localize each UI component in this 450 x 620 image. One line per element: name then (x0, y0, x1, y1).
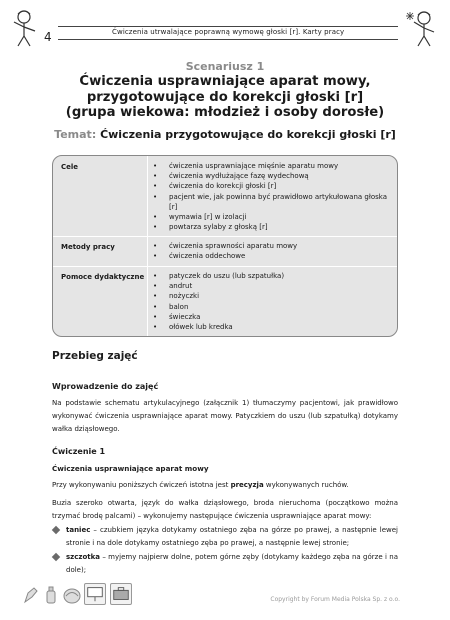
list-item: • nożyczki (153, 291, 389, 301)
lesson-info-table (52, 155, 398, 337)
subject-value: Ćwiczenia przygotowujące do korekcji głoski [r] (100, 128, 396, 141)
title-line: (grupa wiekowa: młodzież i osoby dorosłe) (65, 105, 385, 120)
list-item: • ćwiczenia oddechowe (153, 251, 389, 261)
emphasis: precyzja (230, 481, 264, 489)
page-number: 4 (44, 30, 52, 44)
child-drawing-icon (8, 8, 40, 48)
column-divider (147, 156, 148, 337)
title-line: przygotowujące do korekcji głoski [r] (86, 89, 364, 105)
shell-icon (62, 585, 82, 605)
page-header (0, 0, 450, 56)
pencil-icon (22, 585, 40, 605)
paragraph: Buzia szeroko otwarta, język do wałka dziąsłowego, broda nieruchoma (początkowo można trzymać brodę palcami) – wykonujemy następujące ćwiczenia usprawniające aparat mowy: (52, 499, 398, 520)
paragraph (52, 479, 398, 492)
subsection-heading: Wprowadzenie do zajęć (52, 382, 159, 391)
exercise-description: – czubkiem języka dotykamy ostatniego zęba na górze po prawej, a następnie lewej stronie i na dole dotykamy ostatniego zęba po prawej, a następnie lewej stronie; (66, 526, 398, 547)
footer-icons (22, 583, 132, 607)
list-item: • ćwiczenia sprawności aparatu mowy (153, 241, 389, 251)
methods-label: Metody pracy (61, 243, 115, 251)
aids-label: Pomoce dydaktyczne (61, 273, 145, 281)
page-title (40, 74, 410, 121)
goals-list (153, 161, 389, 232)
scenario-label: Scenariusz 1 (185, 60, 265, 73)
exercise-bullet (52, 524, 398, 550)
list-item: • ćwiczenia wydłużające fazę wydechową (153, 171, 389, 181)
diamond-bullet-icon (52, 526, 60, 534)
list-item: • balon (153, 302, 389, 312)
running-header-title: Ćwiczenia utrwalające poprawną wymowę głoski [r]. Karty pracy (112, 28, 345, 36)
presentation-board-icon (84, 583, 106, 605)
list-item: • świeczka (153, 312, 389, 322)
methods-list (153, 241, 389, 261)
exercise-heading: Ćwiczenie 1 (52, 447, 106, 456)
aids-list (153, 271, 389, 332)
row-divider (53, 266, 398, 267)
bottle-icon (42, 585, 60, 605)
subject-line (0, 128, 450, 141)
row-divider (53, 236, 398, 237)
title-line: Ćwiczenia usprawniające aparat mowy, (79, 74, 371, 89)
list-item: • wymawia [r] w izolacji (153, 212, 389, 222)
diamond-bullet-icon (52, 553, 60, 561)
list-item: • powtarza sylaby z głoską [r] (153, 222, 389, 232)
section-heading: Przebieg zajęć (52, 350, 138, 362)
exercise-name: taniec (66, 526, 91, 534)
child-with-pinwheel-icon (402, 6, 442, 48)
list-item: • andrut (153, 281, 389, 291)
text-run: wykonywanych ruchów. (263, 481, 349, 489)
list-item: • ołówek lub kredka (153, 322, 389, 332)
exercise-name: szczotka (66, 553, 100, 561)
list-item: • patyczek do uszu (lub szpatułka) (153, 271, 389, 281)
briefcase-icon (110, 583, 132, 605)
exercise-bullet (52, 551, 398, 577)
goals-label: Cele (61, 163, 79, 171)
list-item: • ćwiczenia usprawniające mięśnie aparatu mowy (153, 161, 389, 171)
text-run: Przy wykonywaniu poniższych ćwiczeń istotna jest (52, 481, 231, 489)
list-item: • ćwiczenia do korekcji głoski [r] (153, 181, 389, 191)
subject-label: Temat: (54, 128, 97, 141)
exercise-description: – myjemy najpierw dolne, potem górne zęby (dotykamy każdego zęba na górze i na dole); (66, 553, 398, 574)
exercise-subheading: Ćwiczenia usprawniające aparat mowy (52, 464, 209, 473)
paragraph: Na podstawie schematu artykulacyjnego (załącznik 1) tłumaczymy pacjentowi, jak prawidłowo wykonywać ćwiczenia usprawniające aparat mowy. Patyczkiem do uszu (lub szpatułką) dotykamy wałka dziąsłowego. (52, 399, 398, 433)
copyright-notice: Copyright by Forum Media Polska Sp. z o.o. (270, 596, 400, 603)
list-item: • pacjent wie, jak powinna być prawidłowo artykułowana głoska [r] (153, 192, 389, 212)
